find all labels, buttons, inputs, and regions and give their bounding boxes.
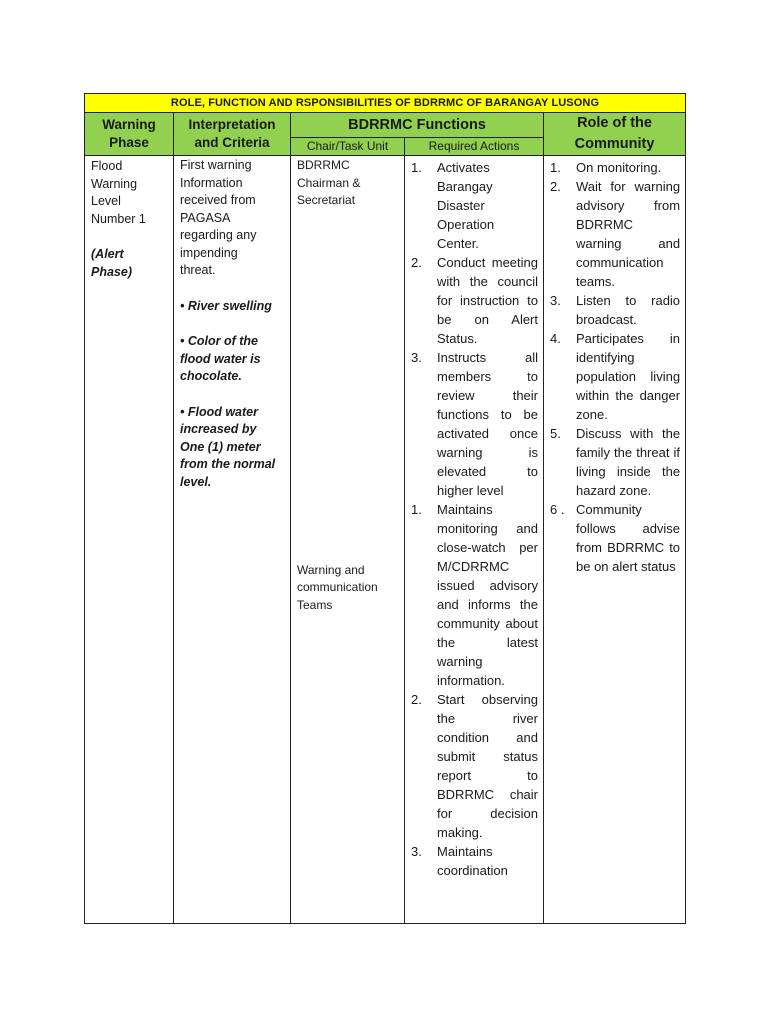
community-role-cell bbox=[544, 156, 686, 924]
community-roles-list bbox=[548, 158, 680, 576]
list-item: 6 . Community follows advise from BDRRMC to be on alert status bbox=[550, 502, 681, 574]
table-title: ROLE, FUNCTION AND RSPONSIBILITIES OF BDRRMC OF BARANGAY LUSONG bbox=[85, 94, 686, 113]
list-item: 3. Maintains coordination bbox=[411, 844, 508, 878]
header-warning-phase: Warning Phase bbox=[85, 113, 174, 156]
required-actions-cell bbox=[405, 156, 544, 924]
list-item: 4. Participates in identifying population living within the danger zone. bbox=[550, 331, 681, 422]
interpretation-intro: First warning Information received from PAGASA regarding any impending threat. bbox=[180, 158, 257, 277]
list-item: 3. Instructs all members to review their functions to be activated once warning is elevated to higher level bbox=[411, 350, 538, 498]
list-item: 2. Conduct meeting with the council for instruction to be on Alert Status. bbox=[411, 255, 538, 346]
chair-task-unit-cell bbox=[291, 156, 405, 924]
list-item: 1. Activates Barangay Disaster Operation Center. bbox=[411, 160, 495, 251]
warning-phase-cell bbox=[85, 156, 174, 924]
actions-warning-teams-list bbox=[409, 500, 538, 880]
criteria-water-increase: • Flood water increased by One (1) meter from the normal level. bbox=[180, 404, 276, 489]
header-role-of-community: Role of the Community bbox=[544, 113, 686, 156]
unit-warning-communication-teams: Warning and communication Teams bbox=[297, 562, 378, 612]
list-item: 3. Listen to radio broadcast. bbox=[550, 293, 681, 327]
header-bdrrmc-functions: BDRRMC Functions bbox=[291, 113, 544, 138]
list-item: 5. Discuss with the family the threat if living inside the hazard zone. bbox=[550, 426, 681, 498]
list-item: 1. Maintains monitoring and close-watch per M/CDRRMC issued advisory and informs the community about the latest warning information. bbox=[411, 502, 538, 688]
header-chair-task-unit: Chair/Task Unit bbox=[291, 137, 405, 155]
criteria-water-color: • Color of the flood water is chocolate. bbox=[180, 334, 261, 383]
list-item: 2. Start observing the river condition and submit status report to BDRRMC chair for decision making. bbox=[411, 692, 538, 840]
alert-phase-label: (Alert Phase) bbox=[91, 247, 132, 279]
roles-table bbox=[84, 93, 686, 924]
actions-chairman-list bbox=[409, 158, 538, 500]
list-item: 2. Wait for warning advisory from BDRRMC warning and communication teams. bbox=[550, 179, 681, 289]
interpretation-cell bbox=[174, 156, 291, 924]
flood-warning-level: Flood Warning Level Number 1 bbox=[91, 159, 146, 226]
list-item: 1. On monitoring. bbox=[550, 160, 662, 175]
criteria-river-swelling: • River swelling bbox=[180, 298, 272, 313]
header-required-actions: Required Actions bbox=[405, 137, 544, 155]
header-interpretation: Interpretation and Criteria bbox=[174, 113, 291, 156]
unit-chairman-secretariat: BDRRMC Chairman & Secretariat bbox=[297, 158, 361, 207]
